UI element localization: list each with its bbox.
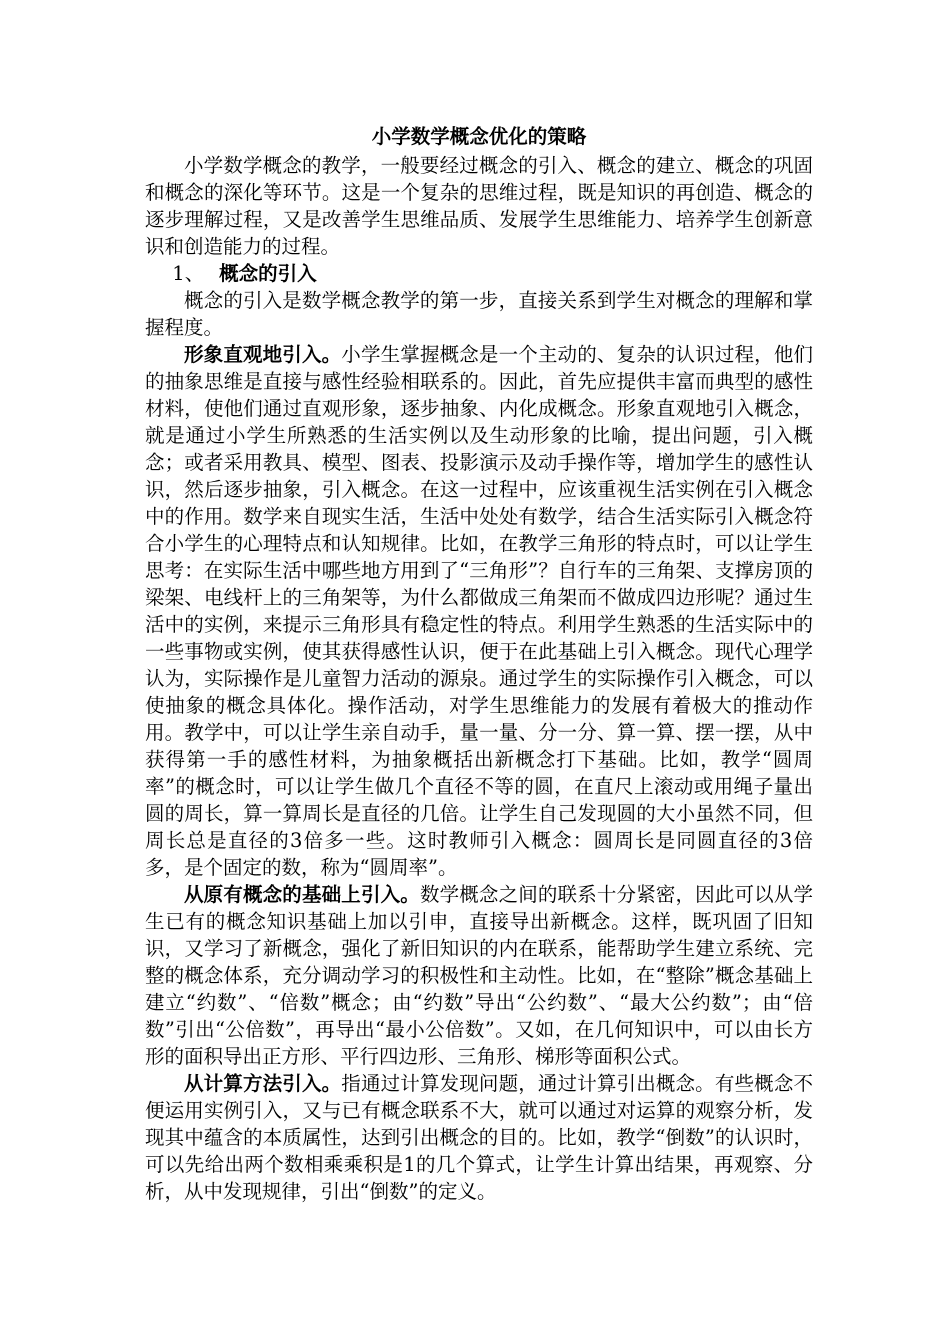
section-intro-paragraph: 概念的引入是数学概念教学的第一步，直接关系到学生对概念的理解和掌握程度。 <box>145 289 813 339</box>
paragraph-visual-introduction <box>145 341 813 881</box>
paragraph-lead: 从计算方法引入。 <box>184 1072 342 1095</box>
section-title: 概念的引入 <box>219 262 317 285</box>
paragraph-body: 指通过计算发现问题，通过计算引出概念。有些概念不便运用实例引入，又与已有概念联系不大，就可以通过对运算的观察分析，发现其中蕴含的本质属性，达到引出概念的目的。比如，教学“倒数”的认识时，可以先给出两个数相乘乘积是1的几个算式，让学生计算出结果，再观察、分析，从中发现规律，引出“倒数”的定义。 <box>145 1072 813 1203</box>
document-page <box>145 122 813 1205</box>
paragraph-existing-concepts <box>145 881 813 1070</box>
paragraph-calculation-method <box>145 1070 813 1205</box>
paragraph-body: 数学概念之间的联系十分紧密，因此可以从学生已有的概念知识基础上加以引申，直接导出新概念。这样，既巩固了旧知识，又学习了新概念，强化了新旧知识的内在联系，能帮助学生建立系统、完整的概念体系，充分调动学习的积极性和主动性。比如，在“整除”概念基础上建立“约数”、“倍数”概念；由“约数”导出“公约数”、“最大公约数”；由“倍数”引出“公倍数”，再导出“最小公倍数”。又如，在几何知识中，可以由长方形的面积导出正方形、平行四边形、三角形、梯形等面积公式。 <box>145 883 813 1068</box>
document-title: 小学数学概念优化的策略 <box>371 125 587 148</box>
intro-paragraph: 小学数学概念的教学，一般要经过概念的引入、概念的建立、概念的巩固和概念的深化等环节。这是一个复杂的思维过程，既是知识的再创造、概念的逐步理解过程，又是改善学生思维品质、发展学生思维能力、培养学生创新意识和创造能力的过程。 <box>145 154 813 258</box>
paragraph-body: 小学生掌握概念是一个主动的、复杂的认识过程，他们的抽象思维是直接与感性经验相联系的。因此，首先应提供丰富而典型的感性材料，使他们通过直观形象，逐步抽象、内化成概念。形象直观地引入概念，就是通过小学生所熟悉的生活实例以及生动形象的比喻，提出问题，引入概念；或者采用教具、模型、图表、投影演示及动手操作等，增加学生的感性认识，然后逐步抽象，引入概念。在这一过程中，应该重视生活实例在引入概念中的作用。数学来自现实生活，生活中处处有数学，结合生活实际引入概念符合小学生的心理特点和认知规律。比如，在教学三角形的特点时，可以让学生思考：在实际生活中哪些地方用到了“三角形”？自行车的三角架、支撑房顶的梁架、电线杆上的三角架等，为什么都做成三角架而不做成四边形呢？通过生活中的实例，来提示三角形具有稳定性的特点。利用学生熟悉的生活实际中的一些事物或实例，使其获得感性认识，便于在此基础上引入概念。现代心理学认为，实际操作是儿童智力活动的源泉。通过学生的实际操作引入概念，可以使抽象的概念具体化。操作活动，对学生思维能力的发展有着极大的推动作用。教学中，可以让学生亲自动手，量一量、分一分、算一算、摆一摆，从中获得第一手的感性材料，为抽象概括出新概念打下基础。比如，教学“圆周率”的概念时，可以让学生做几个直径不等的圆，在直尺上滚动或用绳子量出圆的周长，算一算周长是直径的几倍。让学生自己发现圆的大小虽然不同，但周长总是直径的3倍多一些。这时教师引入概念：圆周长是同圆直径的3倍多，是个固定的数，称为“圆周率”。 <box>145 343 813 879</box>
paragraph-lead: 形象直观地引入。 <box>184 343 342 366</box>
section-number: 1、 <box>172 262 205 285</box>
section-heading <box>145 260 813 287</box>
paragraph-lead: 从原有概念的基础上引入。 <box>184 883 420 906</box>
